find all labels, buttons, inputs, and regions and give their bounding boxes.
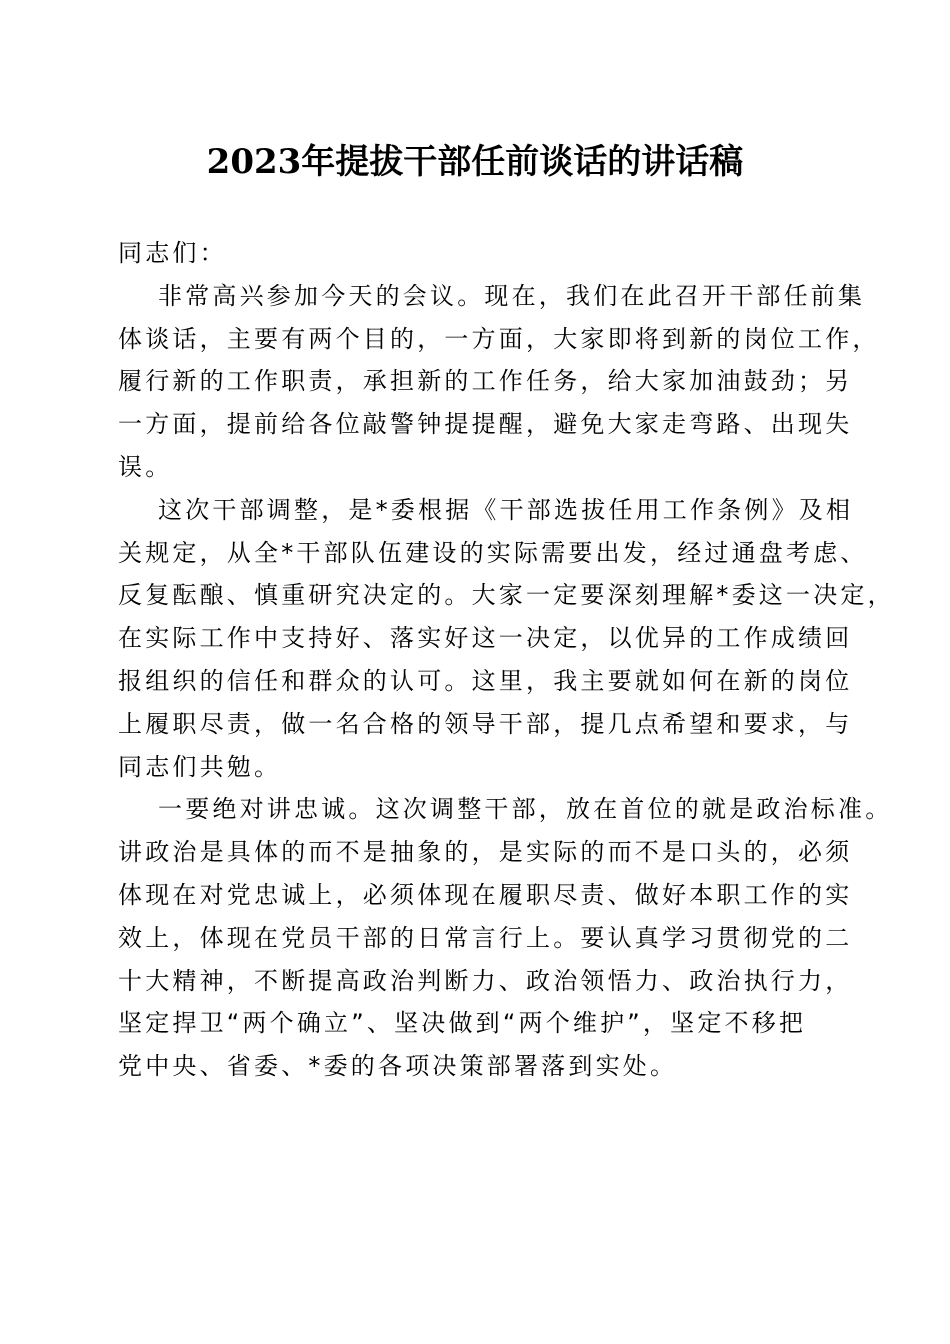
paragraph-3	[118, 788, 893, 1088]
text-line: 坚定捍卫“两个确立”、坚决做到“两个维护”，坚定不移把	[118, 1009, 807, 1038]
text-line: 党中央、省委、*委的各项决策部署落到实处。	[118, 1052, 678, 1081]
text-line: 十大精神，不断提高政治判断力、政治领悟力、政治执行力，	[118, 966, 853, 995]
text-line: 讲政治是具体的而不是抽象的，是实际的而不是口头的，必须	[118, 838, 853, 867]
paragraph-2	[118, 489, 895, 789]
text-line: 效上，体现在党员干部的日常言行上。要认真学习贯彻党的二	[118, 923, 853, 952]
text-line: 关规定，从全*干部队伍建设的实际需要出发，经过通盘考虑、	[118, 538, 868, 567]
text-line: 体谈话，主要有两个目的，一方面，大家即将到新的岗位工作，	[118, 324, 880, 353]
greeting: 同志们：	[118, 239, 227, 267]
text-line: 反复酝酿、慎重研究决定的。大家一定要深刻理解*委这一决定，	[118, 581, 895, 610]
document-body	[118, 232, 895, 1088]
document-title: 2023年提拔干部任前谈话的讲话稿	[206, 142, 744, 182]
text-line: 一要绝对讲忠诚。这次调整干部，放在首位的就是政治标准。	[158, 795, 893, 824]
text-line: 履行新的工作职责，承担新的工作任务，给大家加油鼓劲；另	[118, 367, 853, 396]
text-line: 同志们共勉。	[118, 752, 282, 781]
paragraph-1	[118, 275, 880, 489]
text-line: 在实际工作中支持好、落实好这一决定，以优异的工作成绩回	[118, 624, 853, 653]
text-line: 非常高兴参加今天的会议。现在，我们在此召开干部任前集	[158, 281, 866, 310]
text-line: 体现在对党忠诚上，必须体现在履职尽责、做好本职工作的实	[118, 880, 853, 909]
text-line: 这次干部调整，是*委根据《干部选拔任用工作条例》及相	[158, 495, 854, 524]
text-line: 误。	[118, 452, 173, 481]
text-line: 报组织的信任和群众的认可。这里，我主要就如何在新的岗位	[118, 666, 853, 695]
text-line: 一方面，提前给各位敲警钟提提醒，避免大家走弯路、出现失	[118, 410, 853, 439]
text-line: 上履职尽责，做一名合格的领导干部，提几点希望和要求，与	[118, 709, 853, 738]
